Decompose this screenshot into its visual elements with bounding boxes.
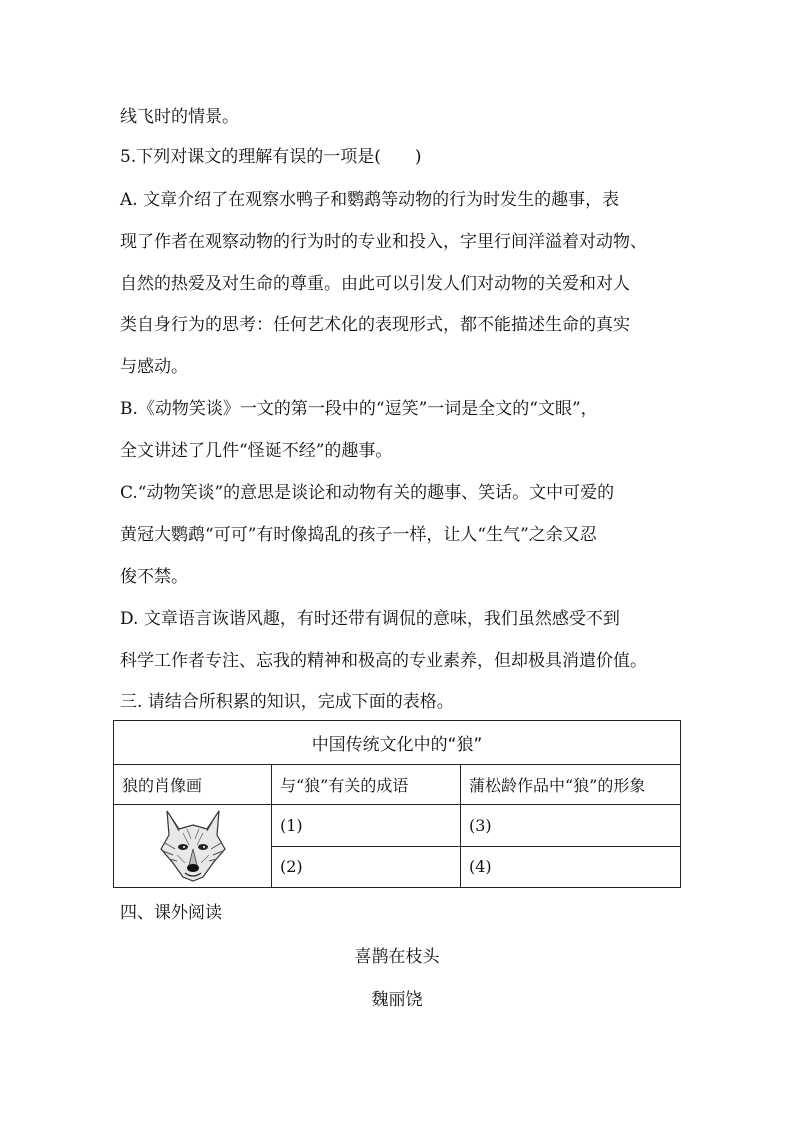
- table-title: 中国传统文化中的“狼”: [114, 721, 681, 765]
- image-cell-3: (3): [461, 805, 681, 847]
- text-line-1: 线飞时的情景。: [120, 107, 239, 127]
- option-d-line-1: D. 文章语言诙谐风趣，有时还带有调侃的意味，我们虽然感受不到: [120, 609, 620, 629]
- wolf-culture-table: [113, 720, 681, 888]
- idiom-cell-1: (1): [272, 805, 461, 847]
- option-d-line-2: 科学工作者专注、忘我的精神和极高的专业素养，但却极具消遣价值。: [120, 651, 647, 671]
- option-c-line-1: C.“动物笑谈”的意思是谈论和动物有关的趣事、笑话。文中可爱的: [120, 483, 615, 503]
- section-3-heading: 三. 请结合所积累的知识，完成下面的表格。: [120, 692, 454, 712]
- option-a-line-2: 现了作者在观察动物的行为时的专业和投入，字里行间洋溢着对动物、: [120, 232, 647, 252]
- header-idioms: 与“狼”有关的成语: [272, 765, 461, 805]
- option-b-line-2: 全文讲述了几件“怪诞不经”的趣事。: [120, 441, 393, 461]
- option-b-line-1: B.《动物笑谈》一文的第一段中的“逗笑”一词是全文的“文眼”，: [120, 399, 598, 419]
- option-c-line-2: 黄冠大鹦鹉“可可”有时像捣乱的孩子一样，让人“生气”之余又忍: [120, 525, 597, 545]
- option-a-line-3: 自然的热爱及对生命的尊重。由此可以引发人们对动物的关爱和对人: [120, 274, 630, 294]
- article-title: 喜鹊在枝头: [354, 947, 440, 967]
- idiom-cell-2: (2): [272, 846, 461, 888]
- section-4-heading: 四、课外阅读: [120, 903, 222, 923]
- wolf-portrait-icon: [153, 805, 233, 883]
- option-c-line-3: 俊不禁。: [120, 567, 188, 587]
- wolf-portrait-cell: [114, 805, 272, 888]
- header-portrait: 狼的肖像画: [114, 765, 272, 805]
- option-a-line-1: A. 文章介绍了在观察水鸭子和鹦鹉等动物的行为时发生的趣事，表: [120, 190, 620, 210]
- question-5: 5.下列对课文的理解有误的一项是( ): [120, 147, 422, 167]
- image-cell-4: (4): [461, 846, 681, 888]
- option-a-line-5: 与感动。: [120, 357, 188, 377]
- article-author: 魏丽饶: [371, 990, 423, 1010]
- option-a-line-4: 类自身行为的思考：任何艺术化的表现形式，都不能描述生命的真实: [120, 315, 630, 335]
- header-pu-songling: 蒲松龄作品中“狼”的形象: [461, 765, 681, 805]
